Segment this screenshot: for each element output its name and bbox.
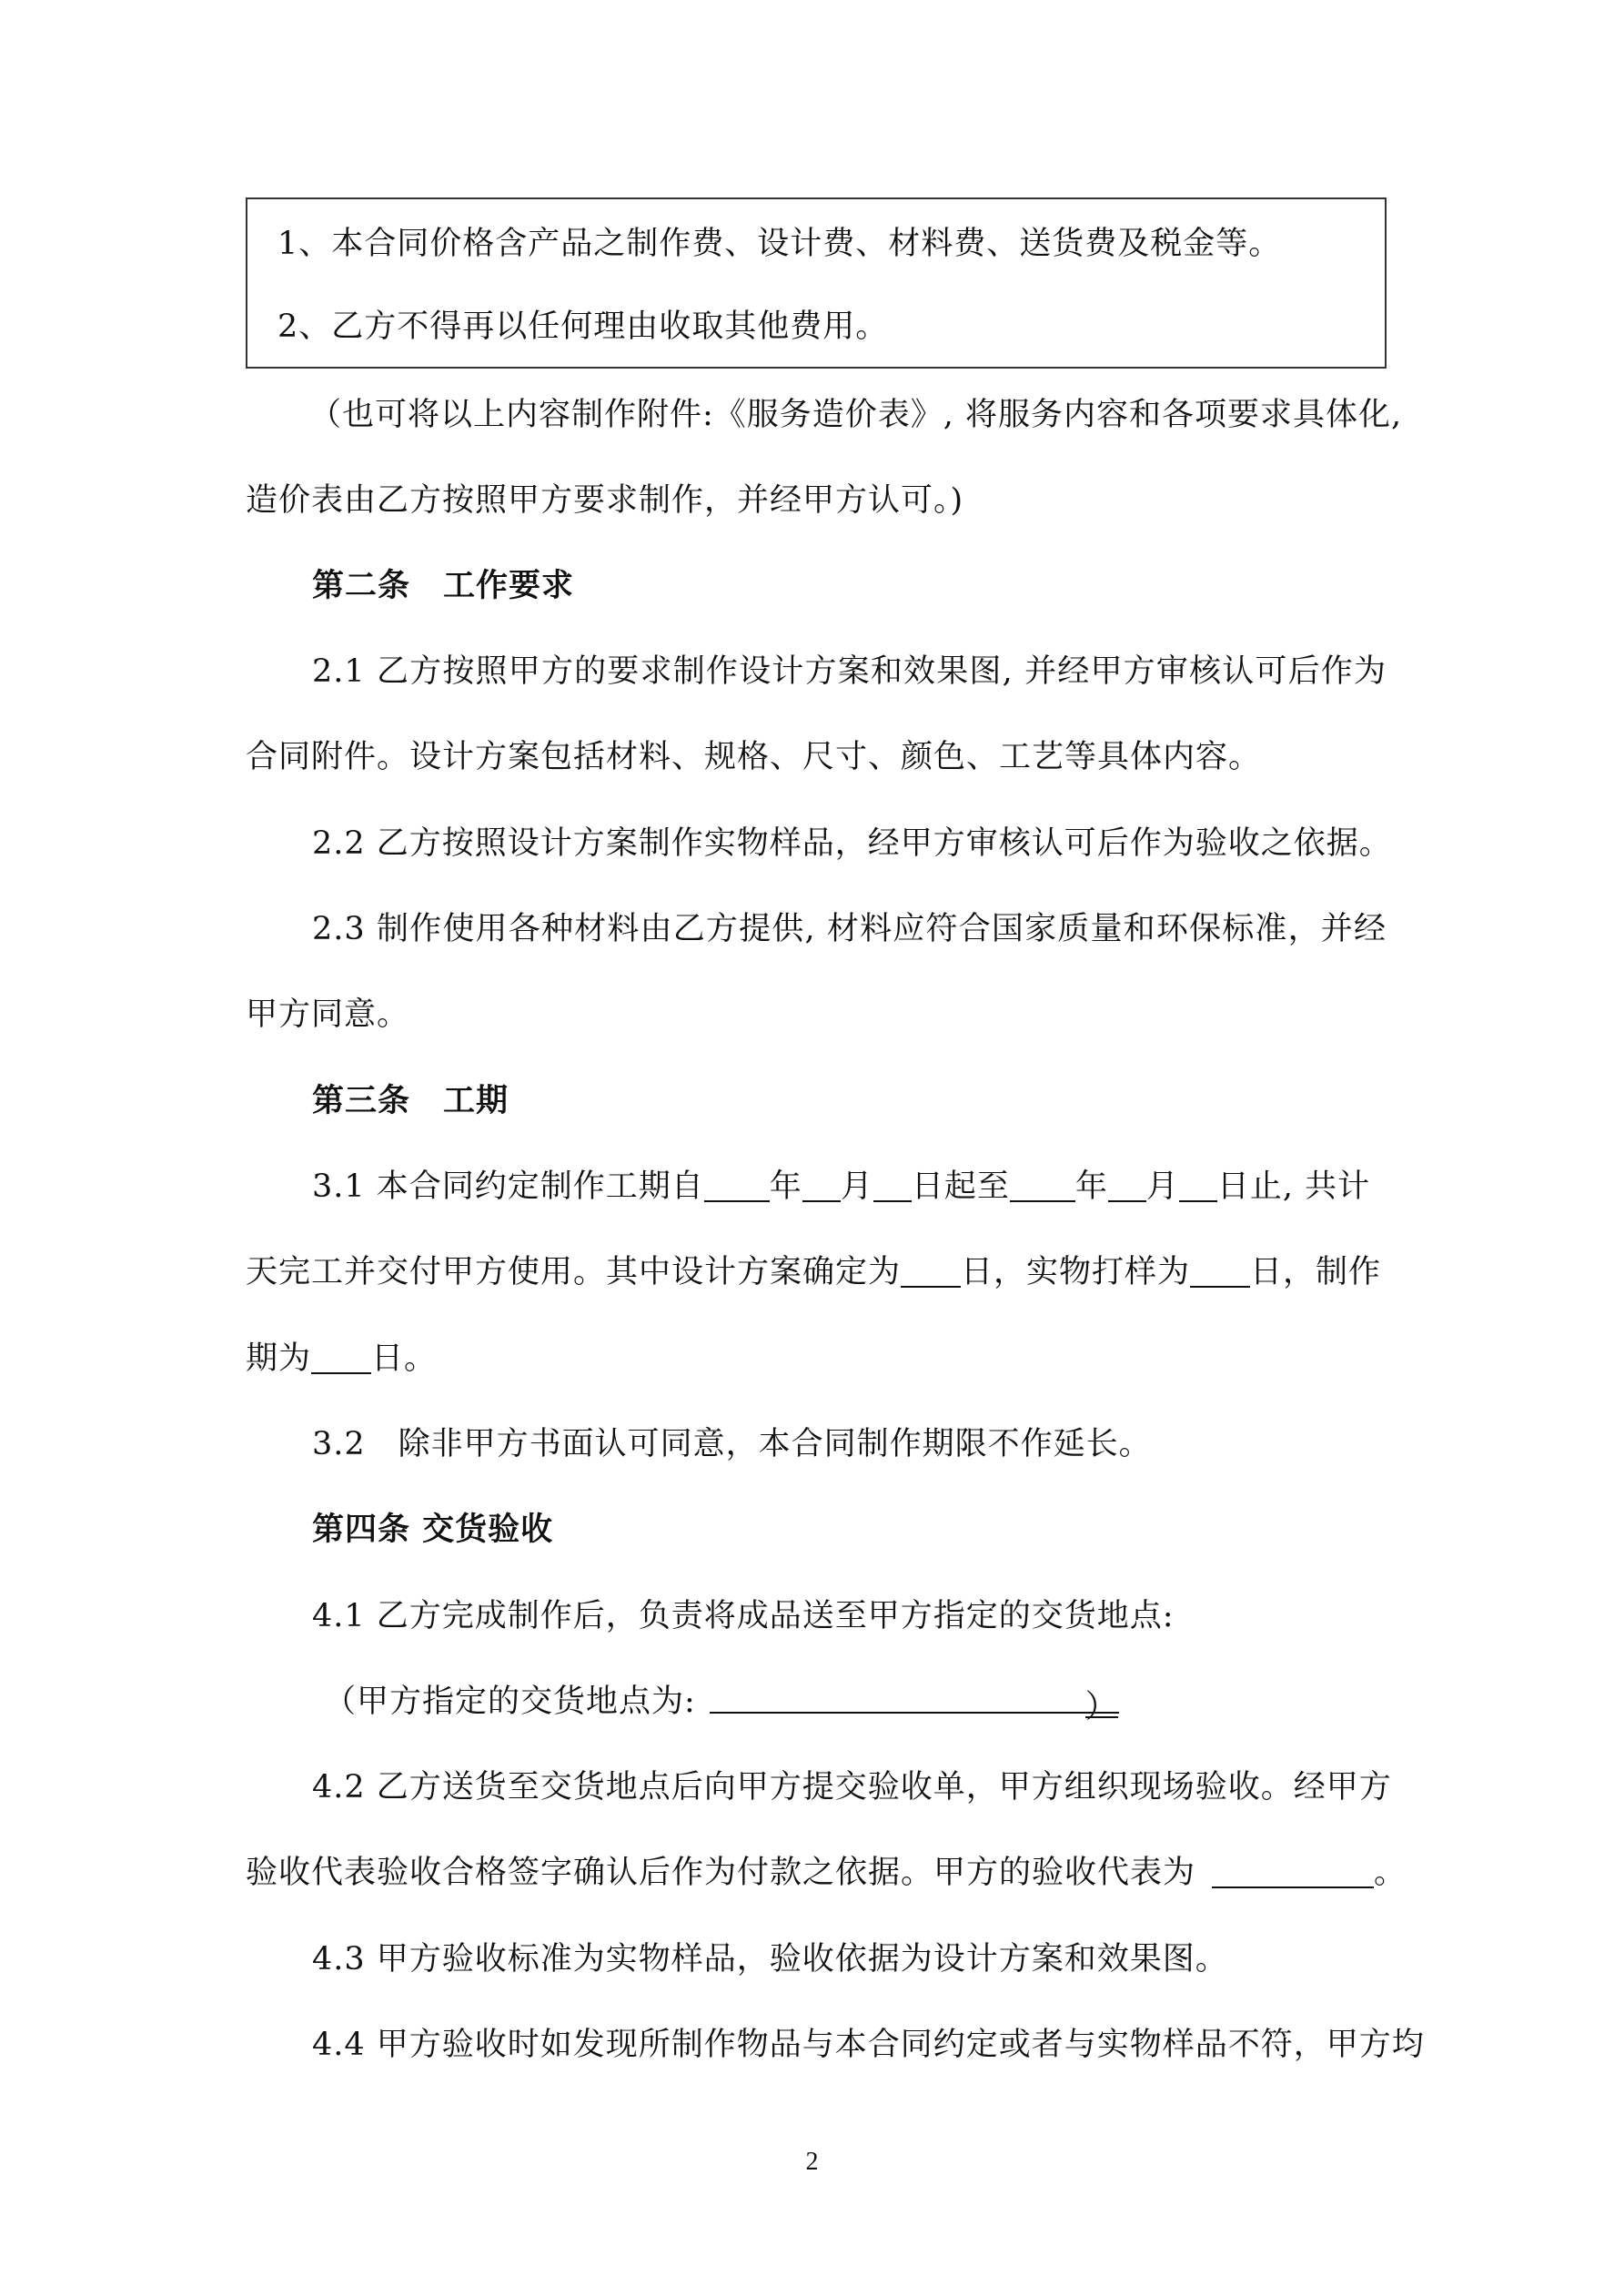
month-label-2: 月 <box>1145 1168 1179 1205</box>
clause-3-1-end-text: 日。 <box>371 1340 438 1377</box>
clause-2-3-line-2: 甲方同意。 <box>246 996 410 1033</box>
clause-4-4-line-1: 4.4 甲方验收时如发现所制作物品与本合同约定或者与实物样品不符，甲方均 <box>312 2027 1425 2063</box>
end-day-blank <box>1179 1169 1217 1202</box>
production-days-blank <box>311 1341 371 1374</box>
clause-3-1-start-text: 3.1 本合同约定制作工期自 <box>312 1168 704 1205</box>
acceptance-rep-blank <box>1212 1856 1374 1888</box>
clause-3-1-line-1 <box>312 1165 1370 1209</box>
box-item-1: 1、本合同价格含产品之制作费、设计费、材料费、送货费及税金等。 <box>277 226 1282 262</box>
start-year-blank <box>704 1169 770 1202</box>
clause-4-3: 4.3 甲方验收标准为实物样品，验收依据为设计方案和效果图。 <box>312 1941 1228 1977</box>
end-month-blank <box>1108 1169 1146 1202</box>
clause-2-1-line-2: 合同附件。设计方案包括材料、规格、尺寸、颜色、工艺等具体内容。 <box>246 739 1262 775</box>
delivery-location-underline <box>710 1712 1119 1714</box>
design-days-blank <box>901 1255 961 1288</box>
clause-4-2-rep-text: 验收代表验收合格签字确认后作为付款之依据。甲方的验收代表为 <box>246 1855 1196 1891</box>
start-day-blank <box>873 1169 912 1202</box>
clause-2-1-line-1: 2.1 乙方按照甲方的要求制作设计方案和效果图, 并经甲方审核认可后作为 <box>312 653 1387 690</box>
delivery-location-close: ） <box>1085 1685 1118 1718</box>
end-year-blank <box>1010 1169 1075 1202</box>
box-item-2: 2、乙方不得再以任何理由收取其他费用。 <box>277 308 889 345</box>
start-month-blank <box>802 1169 841 1202</box>
clause-3-1-line-2 <box>246 1250 1381 1294</box>
sample-days-blank <box>1190 1255 1250 1288</box>
clause-4-2-line-2 <box>246 1851 1407 1895</box>
clause-4-1: 4.1 乙方完成制作后，负责将成品送至甲方指定的交货地点: <box>312 1598 1175 1634</box>
delivery-location-label: （甲方指定的交货地点为: <box>324 1684 696 1720</box>
day-label-1: 日起至 <box>911 1168 1010 1205</box>
delivery-location-line <box>324 1680 1118 1724</box>
clause-3-1-period-text: 期为 <box>246 1340 312 1377</box>
note-line-1: （也可将以上内容制作附件:《服务造价表》, 将服务内容和各项要求具体化, <box>309 397 1403 433</box>
year-label-2: 年 <box>1074 1168 1108 1205</box>
clause-2-2: 2.2 乙方按照设计方案制作实物样品，经甲方审核认可后作为验收之依据。 <box>312 825 1392 862</box>
clause-2-3-line-1: 2.3 制作使用各种材料由乙方提供, 材料应符合国家质量和环保标准，并经 <box>312 911 1387 947</box>
clause-3-1-line-3 <box>246 1337 437 1381</box>
clause-3-1-sample-text: 日，实物打样为 <box>961 1254 1191 1290</box>
article-2-heading: 第二条 工作要求 <box>312 568 575 604</box>
day-label-2: 日止, 共计 <box>1216 1168 1371 1205</box>
page-number: 2 <box>805 2148 819 2176</box>
clause-4-2-end: 。 <box>1374 1855 1407 1891</box>
article-3-heading: 第三条 工期 <box>312 1083 509 1119</box>
clause-3-2: 3.2 除非甲方书面认可同意，本合同制作期限不作延长。 <box>312 1426 1152 1462</box>
month-label-1: 月 <box>840 1168 873 1205</box>
year-label-1: 年 <box>769 1168 802 1205</box>
note-line-2: 造价表由乙方按照甲方要求制作，并经甲方认可。) <box>246 482 964 519</box>
clause-4-2-line-1: 4.2 乙方送货至交货地点后向甲方提交验收单，甲方组织现场验收。经甲方 <box>312 1769 1392 1805</box>
clause-3-1-production-text: 日，制作 <box>1250 1254 1382 1290</box>
clause-3-1-design-text: 天完工并交付甲方使用。其中设计方案确定为 <box>246 1254 902 1290</box>
article-4-heading: 第四条 交货验收 <box>312 1512 554 1548</box>
